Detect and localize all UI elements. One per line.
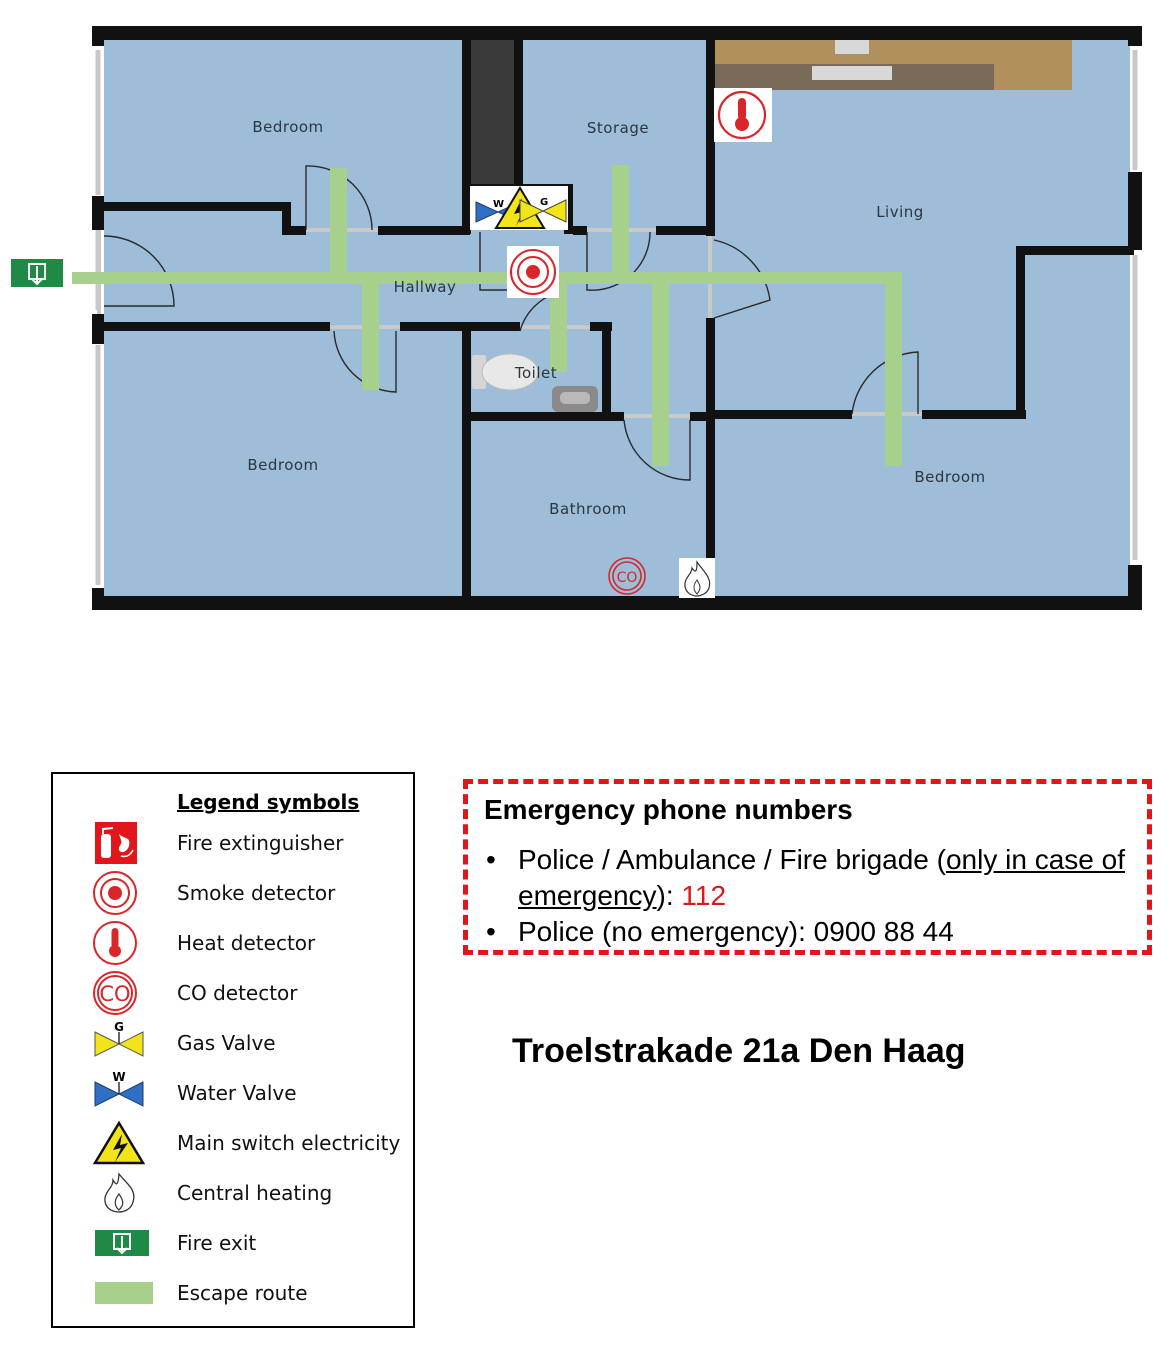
emergency-numbers-box (463, 779, 1152, 955)
legend-item-gas-valve (53, 1020, 413, 1066)
room-label-toilet: Toilet (514, 364, 558, 382)
legend-item-central-heating (53, 1170, 413, 1216)
smoke-detector-icon (91, 870, 155, 916)
legend-label-co-detector: CO detector (177, 981, 298, 1005)
room-label-bedroom-sw: Bedroom (247, 456, 319, 474)
legend-title: Legend symbols (177, 790, 360, 814)
legend-item-electricity (53, 1120, 413, 1166)
emergency-note: only in case of emergency (518, 844, 1125, 911)
legend-label-heat-detector: Heat detector (177, 931, 316, 955)
shaft (469, 38, 516, 188)
room-label-bedroom-se: Bedroom (914, 468, 986, 486)
emergency-item-112: • Police / Ambulance / Fire brigade (only in case of emergency): 112 (484, 842, 1144, 914)
room-label-hallway: Hallway (393, 278, 457, 296)
legend-label-escape-route: Escape route (177, 1281, 308, 1305)
room-label-storage: Storage (586, 119, 650, 137)
room-label-living: Living (876, 203, 924, 221)
legend-item-co-detector (53, 970, 413, 1016)
escape-route-icon (91, 1270, 155, 1316)
legend-box (51, 772, 415, 1328)
utility-symbols (470, 186, 568, 230)
legend-label-electricity: Main switch electricity (177, 1131, 401, 1155)
legend-item-fire-extinguisher (53, 820, 413, 866)
co-legend-text: CO (99, 982, 131, 1006)
legend-label-fire-extinguisher: Fire extinguisher (177, 831, 344, 855)
floor-plan (0, 0, 1170, 640)
legend-item-smoke-detector (53, 870, 413, 916)
water-valve-icon (91, 1070, 155, 1116)
emergency-item-police: • Police (no emergency): 0900 88 44 (484, 914, 1144, 950)
legend-label-central-heating: Central heating (177, 1181, 333, 1205)
smoke-detector-icon (507, 246, 559, 298)
legend-item-fire-exit (53, 1220, 413, 1266)
emergency-number-112: 112 (681, 880, 727, 911)
central-heating-icon (91, 1170, 155, 1216)
emergency-title: Emergency phone numbers (484, 794, 853, 825)
room-label-bathroom: Bathroom (549, 500, 627, 518)
legend-label-smoke-detector: Smoke detector (177, 881, 336, 905)
fire-extinguisher-icon (91, 820, 155, 866)
fire-exit-icon (11, 259, 63, 287)
room-label-bedroom-nw: Bedroom (252, 118, 324, 136)
address: Troelstrakade 21a Den Haag (512, 1032, 966, 1070)
legend-label-fire-exit: Fire exit (177, 1231, 257, 1255)
water-valve-letter: W (493, 199, 505, 210)
legend-label-water-valve: Water Valve (177, 1081, 297, 1105)
central-heating-icon (679, 558, 715, 598)
gas-valve-legend-letter: G (114, 1020, 124, 1034)
legend-item-water-valve (53, 1070, 413, 1116)
legend-label-gas-valve: Gas Valve (177, 1031, 276, 1055)
co-detector-icon (91, 970, 155, 1016)
legend-item-heat-detector (53, 920, 413, 966)
fire-exit-icon (91, 1220, 155, 1266)
gas-valve-letter: G (540, 197, 549, 208)
water-valve-legend-letter: W (112, 1070, 126, 1084)
heat-detector-icon (714, 88, 772, 142)
co-detector-text: CO (616, 570, 638, 586)
gas-valve-icon (91, 1020, 155, 1066)
emergency-list (484, 842, 1144, 950)
electricity-switch-icon (91, 1120, 155, 1166)
heat-detector-icon (91, 920, 155, 966)
legend-item-escape-route (53, 1270, 413, 1316)
